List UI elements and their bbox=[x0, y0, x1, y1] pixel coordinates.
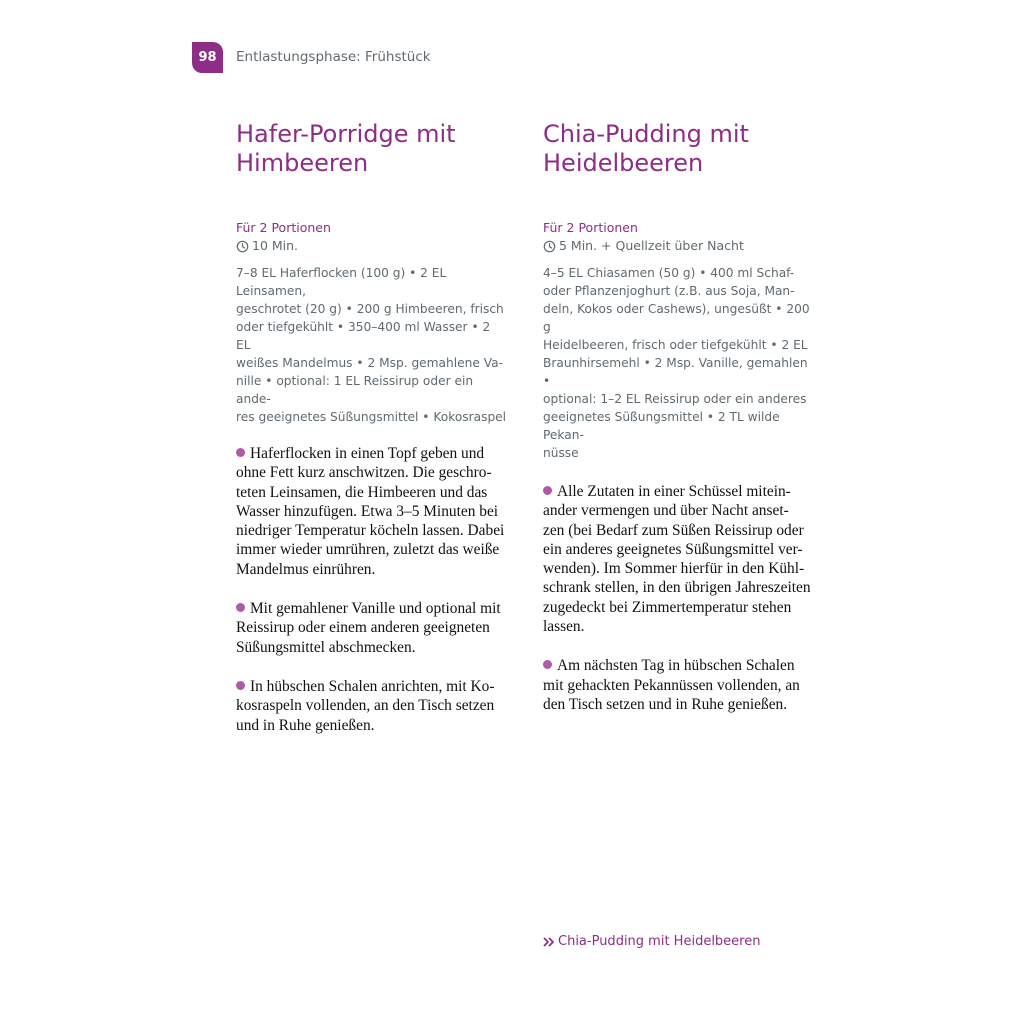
ingredients-line: Heidelbeeren, frisch oder tiefgekühlt • 2 EL bbox=[543, 338, 808, 352]
step-line: zen (bei Bedarf zum Süßen Reissirup oder bbox=[543, 521, 804, 539]
ingredients-line: 4–5 EL Chiasamen (50 g) • 400 ml Schaf- bbox=[543, 266, 795, 280]
step-line: Haferflocken in einen Topf geben und bbox=[250, 445, 485, 462]
ingredients-line: res geeignetes Süßungsmittel • Kokosraspel bbox=[236, 410, 507, 424]
ingredients-line: geeignetes Süßungsmittel • 2 TL wilde Pekan- bbox=[543, 410, 780, 442]
bullet-dot bbox=[543, 486, 552, 495]
step-line: teten Leinsamen, die Himbeeren und das bbox=[236, 483, 488, 501]
step-line: Wasser hinzufügen. Etwa 3–5 Minuten bei bbox=[236, 502, 499, 520]
step-line: und in Ruhe genießen. bbox=[236, 716, 375, 734]
step-line: schrank stellen, in den übrigen Jahreszeiten bbox=[543, 579, 811, 597]
ingredients-list bbox=[236, 264, 508, 426]
time-label: 10 Min. bbox=[252, 238, 299, 253]
ingredients-line: Braunhirsemehl • 2 Msp. Vanille, gemahlen • bbox=[543, 356, 808, 388]
page-number: 98 bbox=[198, 50, 217, 65]
ingredients-line: nüsse bbox=[543, 446, 579, 460]
step-line: Am nächsten Tag in hübschen Schalen bbox=[557, 657, 795, 675]
ingredients-line: 7–8 EL Haferflocken (100 g) • 2 EL Leinsamen, bbox=[236, 266, 447, 298]
step-line: Mit gemahlener Vanille und optional mit bbox=[250, 600, 501, 618]
step-line: zugedeckt bei Zimmertemperatur stehen bbox=[543, 598, 792, 616]
time-info bbox=[543, 237, 818, 255]
ingredients-line: weißes Mandelmus • 2 Msp. gemahlene Va- bbox=[236, 356, 503, 370]
ingredients-line: oder Pflanzenjoghurt (z.B. aus Soja, Man- bbox=[543, 284, 795, 298]
crossref-link[interactable] bbox=[543, 934, 760, 949]
step-line: ander vermengen und über Nacht anset- bbox=[543, 502, 789, 520]
step-line: Mandelmus einrühren. bbox=[236, 560, 376, 578]
step bbox=[236, 677, 508, 735]
running-head: Entlastungsphase: Frühstück bbox=[236, 49, 431, 65]
ingredients-line: deln, Kokos oder Cashews), ungesüßt • 200 g bbox=[543, 302, 810, 334]
bullet-dot bbox=[236, 603, 245, 612]
bullet-dot bbox=[543, 660, 552, 669]
step-line: Süßungsmittel abschmecken. bbox=[236, 638, 416, 656]
ingredients-line: optional: 1–2 EL Reissirup oder ein anderes bbox=[543, 392, 807, 406]
time-label: 5 Min. + Quellzeit über Nacht bbox=[559, 238, 744, 253]
time-info bbox=[236, 237, 508, 255]
page-number-badge bbox=[192, 42, 223, 73]
recipe-title-line-1: Chia-Pudding mit bbox=[543, 120, 749, 148]
recipe-title bbox=[236, 120, 508, 216]
clock-icon bbox=[236, 240, 249, 253]
recipe-title-line-1: Hafer-Porridge mit bbox=[236, 120, 456, 148]
ingredients-line: geschrotet (20 g) • 200 g Himbeeren, frisch bbox=[236, 302, 504, 316]
crossref-label: Chia-Pudding mit Heidelbeeren bbox=[558, 934, 761, 949]
double-arrow-icon bbox=[543, 937, 556, 947]
portions-label: Für 2 Portionen bbox=[543, 220, 638, 235]
step-line: ein anderes geeignetes Süßungsmittel ver- bbox=[543, 540, 803, 558]
step-line: lassen. bbox=[543, 618, 585, 636]
step-line: den Tisch setzen und in Ruhe genießen. bbox=[543, 695, 788, 713]
step-line: niedriger Temperatur köcheln lassen. Dabei bbox=[236, 522, 505, 540]
recipe-hafer-porridge bbox=[236, 120, 508, 735]
recipe-title-line-2: Heidelbeeren bbox=[543, 149, 704, 177]
step bbox=[236, 444, 508, 579]
bullet-dot bbox=[236, 681, 245, 690]
step-line: wenden). Im Sommer hierfür in den Kühl- bbox=[543, 560, 805, 578]
step-line: ohne Fett kurz anschwitzen. Die geschro- bbox=[236, 464, 492, 482]
step-line: mit gehackten Pekannüssen vollenden, an bbox=[543, 676, 800, 694]
step-line: Alle Zutaten in einer Schüssel mitein- bbox=[557, 483, 791, 500]
bullet-dot bbox=[236, 448, 245, 457]
ingredients-line: oder tiefgekühlt • 350–400 ml Wasser • 2 EL bbox=[236, 320, 491, 352]
step-line: Reissirup oder einem anderen geeigneten bbox=[236, 619, 490, 637]
step-line: immer wieder umrühren, zuletzt das weiße bbox=[236, 541, 500, 559]
ingredients-list bbox=[543, 264, 818, 462]
ingredients-line: nille • optional: 1 EL Reissirup oder ein ande- bbox=[236, 374, 474, 406]
recipe-title-line-2: Himbeeren bbox=[236, 149, 369, 177]
portions-label: Für 2 Portionen bbox=[236, 220, 331, 235]
recipe-chia-pudding bbox=[543, 120, 818, 714]
steps bbox=[543, 482, 818, 714]
step bbox=[236, 599, 508, 657]
step-line: kosraspeln vollenden, an den Tisch setzen bbox=[236, 697, 495, 715]
recipe-title bbox=[543, 120, 818, 216]
clock-icon bbox=[543, 240, 556, 253]
steps bbox=[236, 444, 508, 735]
step bbox=[543, 482, 818, 636]
step-line: In hübschen Schalen anrichten, mit Ko- bbox=[250, 677, 495, 695]
step bbox=[543, 656, 818, 714]
